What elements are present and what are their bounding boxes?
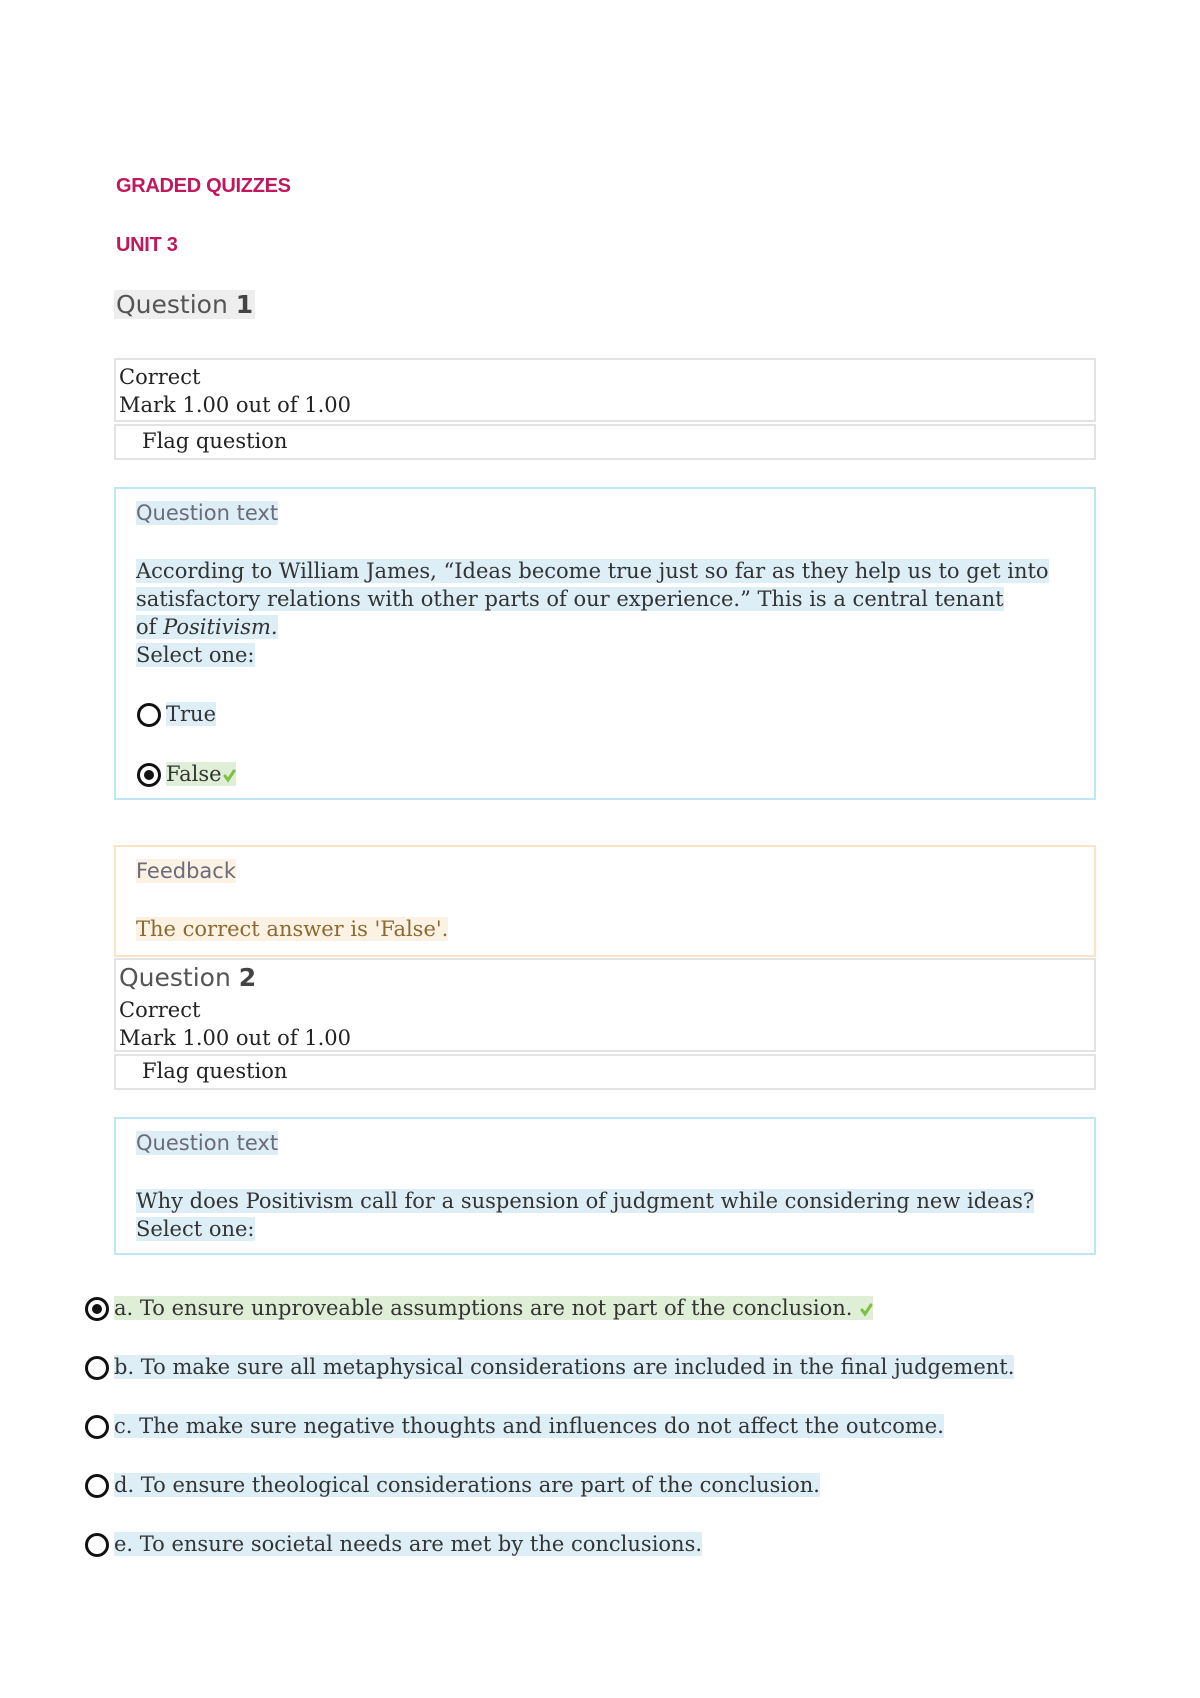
flag-question-label[interactable]: Flag question <box>142 429 288 453</box>
correct-check-icon <box>859 1303 873 1317</box>
question-2-info <box>114 958 1096 1052</box>
feedback-label: Feedback <box>136 859 237 883</box>
question-1-flag[interactable] <box>114 424 1096 460</box>
option-e-label[interactable]: e. To ensure societal needs are met by the conclusions. <box>114 1532 703 1556</box>
question-2-mark: Mark 1.00 out of 1.00 <box>119 1026 352 1050</box>
question-1-title-word: Question <box>116 290 228 319</box>
question-2-text-line1: Why does Positivism call for a suspension of judgment while considering new ideas? <box>136 1189 1035 1213</box>
question-1-text-label: Question text <box>136 501 279 525</box>
question-1-text-emphasis: Positivism. <box>163 615 278 639</box>
option-true-radio[interactable] <box>137 703 161 727</box>
question-1-text-box <box>114 487 1096 800</box>
question-2-number: 2 <box>238 963 257 992</box>
question-1-info <box>114 358 1096 422</box>
option-a-label[interactable]: a. To ensure unproveable assumptions are not part of the conclusion. <box>114 1296 873 1320</box>
question-2-text-box <box>114 1117 1096 1255</box>
option-c-label[interactable]: c. The make sure negative thoughts and influences do not affect the outcome. <box>114 1414 944 1438</box>
option-e-radio[interactable] <box>85 1533 109 1557</box>
option-d-label[interactable]: d. To ensure theological considerations are part of the conclusion. <box>114 1473 820 1497</box>
question-1-state: Correct <box>119 365 201 389</box>
unit-heading: UNIT 3 <box>116 234 178 256</box>
question-1-title <box>114 290 255 319</box>
option-b-radio[interactable] <box>85 1356 109 1380</box>
question-1-text-line1: According to William James, “Ideas become true just so far as they help us to get into <box>136 559 1049 583</box>
question-1-select-one: Select one: <box>136 643 255 667</box>
question-1-feedback <box>114 845 1096 957</box>
option-d-radio[interactable] <box>85 1474 109 1498</box>
option-a-radio[interactable] <box>85 1297 109 1321</box>
feedback-text: The correct answer is 'False'. <box>136 917 449 941</box>
option-true-label[interactable]: True <box>166 702 216 726</box>
question-2-title <box>119 960 1094 996</box>
option-b-label[interactable]: b. To make sure all metaphysical considerations are included in the final judgement. <box>114 1355 1015 1379</box>
question-2-text-label: Question text <box>136 1131 279 1155</box>
question-1-mark: Mark 1.00 out of 1.00 <box>119 393 352 417</box>
option-c-radio[interactable] <box>85 1415 109 1439</box>
question-2-state: Correct <box>119 998 201 1022</box>
question-2-title-word: Question <box>119 963 231 992</box>
question-1-number: 1 <box>235 290 254 319</box>
question-1-text-line3: of <box>136 615 164 639</box>
question-2-flag[interactable] <box>114 1054 1096 1090</box>
document-heading: GRADED QUIZZES <box>116 175 291 197</box>
option-false-radio[interactable] <box>137 763 161 787</box>
question-1-text-line2: satisfactory relations with other parts of our experience.” This is a central tenant <box>136 587 1004 611</box>
flag-question-label[interactable]: Flag question <box>142 1059 288 1083</box>
correct-check-icon <box>222 769 236 783</box>
option-false-label[interactable]: False <box>166 762 236 786</box>
question-2-select-one: Select one: <box>136 1217 255 1241</box>
